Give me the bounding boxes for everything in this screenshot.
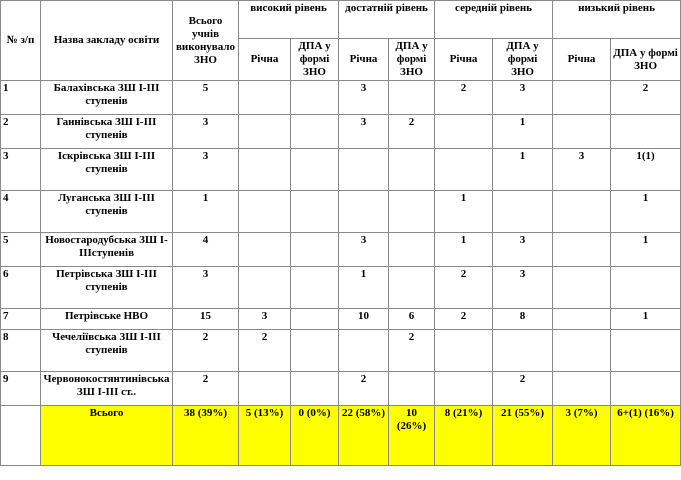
result-cell xyxy=(389,191,435,233)
total-students: 5 xyxy=(173,81,239,115)
row-number: 6 xyxy=(1,267,41,309)
result-cell: 1 xyxy=(339,267,389,309)
result-cell: 2 xyxy=(493,372,553,406)
result-cell xyxy=(493,330,553,372)
total-students: 1 xyxy=(173,191,239,233)
result-cell: 2 xyxy=(435,267,493,309)
total-result-cell: 21 (55%) xyxy=(493,406,553,466)
result-cell: 1 xyxy=(611,191,681,233)
result-cell xyxy=(389,372,435,406)
result-cell: 2 xyxy=(389,330,435,372)
school-name: Ганнівська ЗШ І-ІІІ ступенів xyxy=(41,115,173,149)
result-cell xyxy=(339,191,389,233)
total-result-cell: 3 (7%) xyxy=(553,406,611,466)
school-name: Чечеліївська ЗШ І-ІІІ ступенів xyxy=(41,330,173,372)
header-level-low: низький рівень xyxy=(553,1,681,39)
row-number: 9 xyxy=(1,372,41,406)
total-label: Всього xyxy=(41,406,173,466)
school-name: Петрівська ЗШ І-ІІІ ступенів xyxy=(41,267,173,309)
result-cell: 3 xyxy=(493,267,553,309)
result-cell xyxy=(611,372,681,406)
total-result-cell: 10 (26%) xyxy=(389,406,435,466)
result-cell: 2 xyxy=(239,330,291,372)
result-cell xyxy=(553,233,611,267)
result-cell: 2 xyxy=(435,81,493,115)
header-annual: Річна xyxy=(553,39,611,81)
result-cell xyxy=(389,149,435,191)
result-cell: 3 xyxy=(339,81,389,115)
total-students: 2 xyxy=(173,372,239,406)
table-row xyxy=(1,372,681,406)
total-result-cell: 6+(1) (16%) xyxy=(611,406,681,466)
header-level-sufficient: достатній рівень xyxy=(339,1,435,39)
row-number: 8 xyxy=(1,330,41,372)
total-students: 3 xyxy=(173,267,239,309)
result-cell: 3 xyxy=(239,309,291,330)
result-cell xyxy=(611,115,681,149)
result-cell xyxy=(291,309,339,330)
result-cell xyxy=(435,115,493,149)
result-cell xyxy=(239,115,291,149)
table-row xyxy=(1,330,681,372)
total-students: 3 xyxy=(173,149,239,191)
school-name: Луганська ЗШ І-ІІІ ступенів xyxy=(41,191,173,233)
table-row xyxy=(1,191,681,233)
result-cell: 2 xyxy=(611,81,681,115)
total-students: 3 xyxy=(173,115,239,149)
result-cell xyxy=(553,309,611,330)
result-cell xyxy=(239,81,291,115)
result-cell xyxy=(389,233,435,267)
school-name: Петрівське НВО xyxy=(41,309,173,330)
result-cell xyxy=(553,267,611,309)
result-cell xyxy=(553,115,611,149)
total-result-cell: 5 (13%) xyxy=(239,406,291,466)
total-students: 4 xyxy=(173,233,239,267)
result-cell xyxy=(291,81,339,115)
result-cell xyxy=(239,233,291,267)
total-result-cell: 22 (58%) xyxy=(339,406,389,466)
row-number: 4 xyxy=(1,191,41,233)
result-cell: 8 xyxy=(493,309,553,330)
result-cell xyxy=(493,191,553,233)
header-level-medium: середній рівень xyxy=(435,1,553,39)
result-cell xyxy=(291,267,339,309)
result-cell xyxy=(291,233,339,267)
result-cell: 2 xyxy=(339,372,389,406)
result-cell xyxy=(239,191,291,233)
result-cell xyxy=(291,115,339,149)
total-result-cell: 0 (0%) xyxy=(291,406,339,466)
result-cell: 6 xyxy=(389,309,435,330)
total-students-sum: 38 (39%) xyxy=(173,406,239,466)
result-cell xyxy=(435,372,493,406)
result-cell xyxy=(291,330,339,372)
header-annual: Річна xyxy=(339,39,389,81)
result-cell: 1 xyxy=(493,115,553,149)
result-cell: 3 xyxy=(493,233,553,267)
header-level-high: високий рівень xyxy=(239,1,339,39)
result-cell xyxy=(389,267,435,309)
result-cell: 3 xyxy=(553,149,611,191)
result-cell: 1(1) xyxy=(611,149,681,191)
result-cell: 1 xyxy=(493,149,553,191)
header-total-students: Всього учнів виконувало ЗНО xyxy=(173,1,239,81)
result-cell xyxy=(435,330,493,372)
result-cell xyxy=(553,81,611,115)
result-cell xyxy=(239,267,291,309)
table-row xyxy=(1,233,681,267)
result-cell xyxy=(435,149,493,191)
total-result-cell: 8 (21%) xyxy=(435,406,493,466)
result-cell xyxy=(389,81,435,115)
table-row xyxy=(1,149,681,191)
total-students: 15 xyxy=(173,309,239,330)
result-cell xyxy=(339,330,389,372)
header-dpa: ДПА у формі ЗНО xyxy=(493,39,553,81)
header-dpa: ДПА у формі ЗНО xyxy=(291,39,339,81)
school-name: Балахівська ЗШ І-ІІІ ступенів xyxy=(41,81,173,115)
header-dpa: ДПА у формі ЗНО xyxy=(611,39,681,81)
school-name: Новостародубська ЗШ І-ІІІступенів xyxy=(41,233,173,267)
result-cell: 1 xyxy=(435,191,493,233)
row-number: 5 xyxy=(1,233,41,267)
result-cell xyxy=(239,149,291,191)
result-cell xyxy=(611,267,681,309)
header-num: № з/п xyxy=(1,1,41,81)
total-row-empty xyxy=(1,406,41,466)
header-school: Назва закладу освіти xyxy=(41,1,173,81)
total-students: 2 xyxy=(173,330,239,372)
result-cell xyxy=(291,372,339,406)
row-number: 2 xyxy=(1,115,41,149)
result-cell xyxy=(553,330,611,372)
row-number: 7 xyxy=(1,309,41,330)
result-cell xyxy=(339,149,389,191)
row-number: 1 xyxy=(1,81,41,115)
table-row xyxy=(1,267,681,309)
table-row xyxy=(1,309,681,330)
result-cell: 1 xyxy=(611,309,681,330)
result-cell: 3 xyxy=(493,81,553,115)
table-row xyxy=(1,115,681,149)
result-cell xyxy=(611,330,681,372)
result-cell xyxy=(239,372,291,406)
table-row xyxy=(1,81,681,115)
result-cell xyxy=(291,149,339,191)
result-cell: 1 xyxy=(435,233,493,267)
total-row xyxy=(1,406,681,466)
header-row-levels xyxy=(1,1,681,39)
result-cell: 3 xyxy=(339,233,389,267)
header-dpa: ДПА у формі ЗНО xyxy=(389,39,435,81)
result-cell: 10 xyxy=(339,309,389,330)
result-cell: 2 xyxy=(435,309,493,330)
result-cell xyxy=(291,191,339,233)
result-cell xyxy=(553,372,611,406)
result-cell xyxy=(553,191,611,233)
header-annual: Річна xyxy=(239,39,291,81)
school-name: Червонокостянтинівська ЗШ І-ІІІ ст.. xyxy=(41,372,173,406)
school-name: Іскрівська ЗШ І-ІІІ ступенів xyxy=(41,149,173,191)
result-cell: 3 xyxy=(339,115,389,149)
result-cell: 1 xyxy=(611,233,681,267)
result-cell: 2 xyxy=(389,115,435,149)
header-annual: Річна xyxy=(435,39,493,81)
row-number: 3 xyxy=(1,149,41,191)
